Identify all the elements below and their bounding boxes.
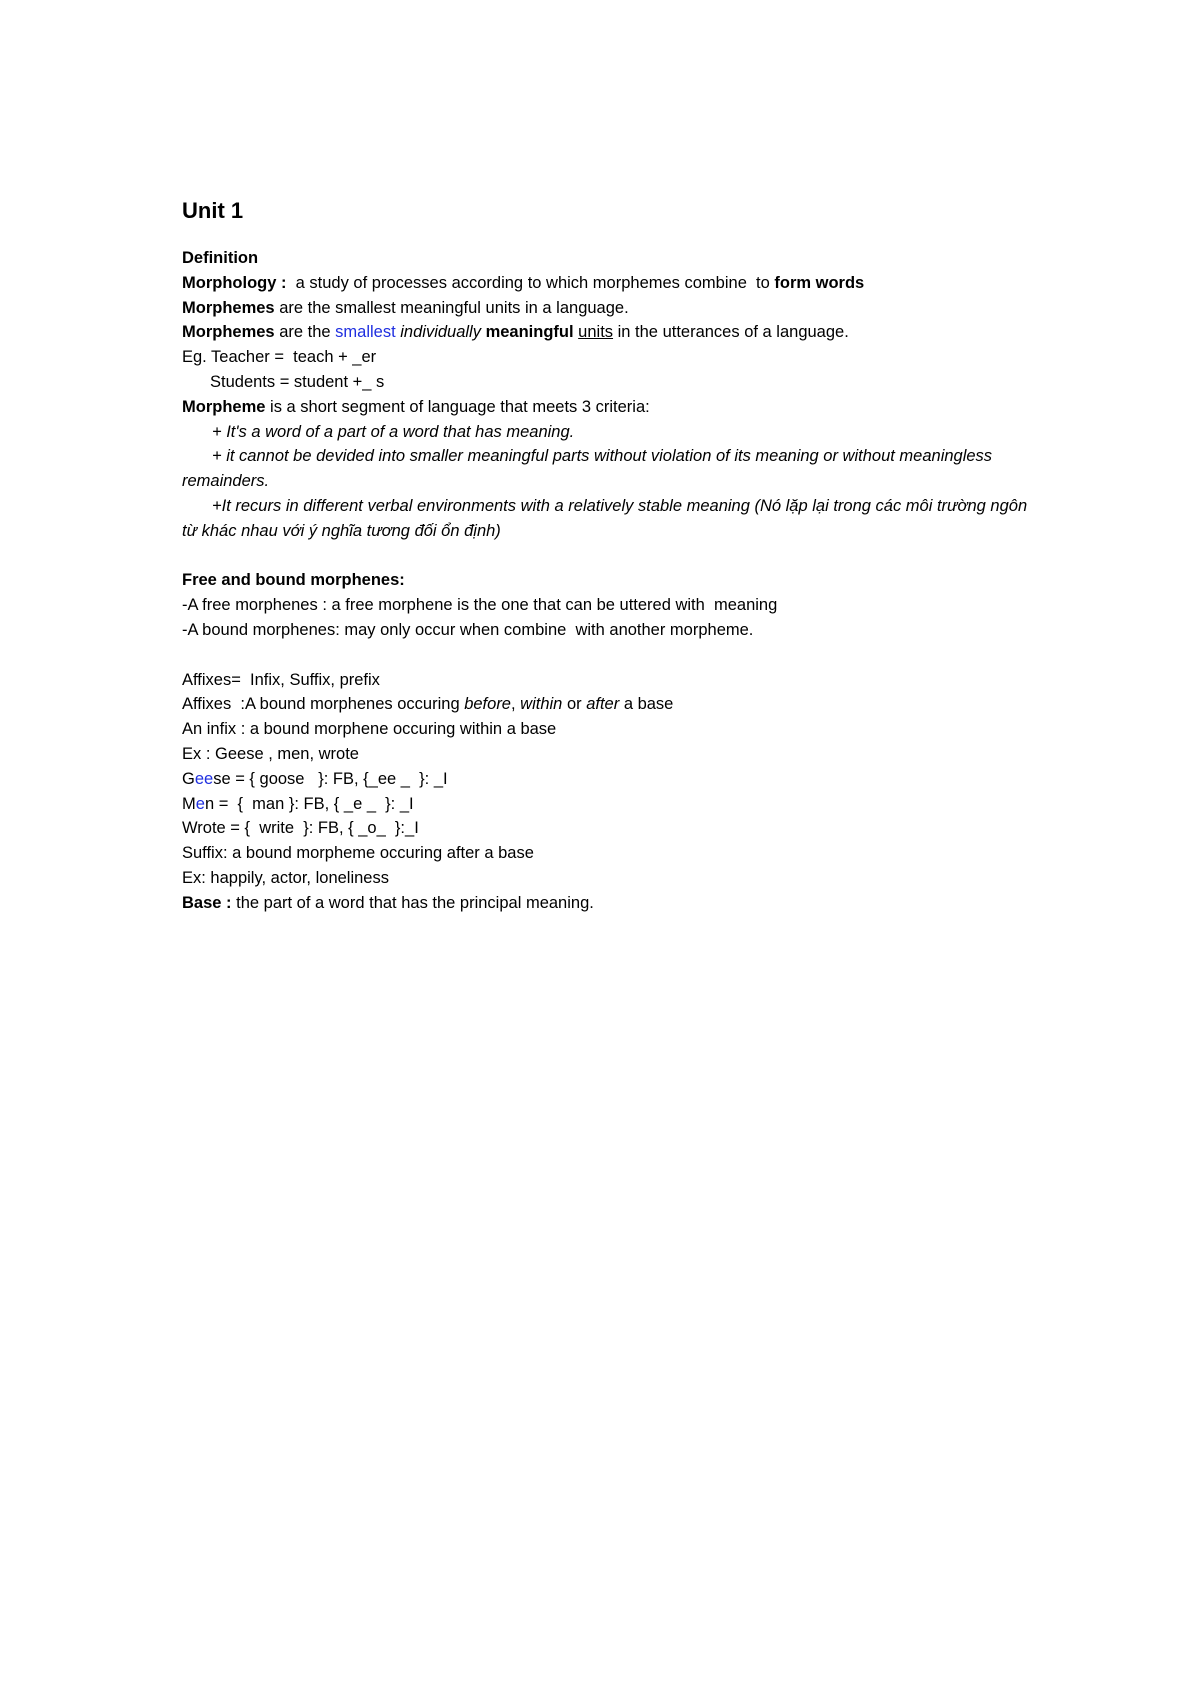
criteria-2-text: + it cannot be devided into smaller meaningful parts without violation of its meaning or without meaningless remainders. (182, 447, 993, 491)
free-bound-heading: Free and bound morphenes: (182, 571, 405, 590)
morphemes-post: in the utterances of a language. (613, 323, 849, 342)
geese-rest: se = { goose }: FB, {_ee _ }: _I (213, 769, 448, 788)
men-m: M (182, 794, 196, 813)
infix-definition: An infix : a bound morphene occuring within a base (182, 720, 557, 739)
base-definition (182, 891, 1032, 916)
criteria-1: + It's a word of a part of a word that has meaning. (212, 422, 575, 441)
morpheme-term: Morpheme (182, 397, 266, 416)
morpheme-text: is a short segment of language that meets 3 criteria: (265, 397, 650, 416)
affixes-before: before (464, 695, 511, 714)
document-content (182, 196, 1032, 916)
base-term: Base : (182, 893, 232, 912)
men-rest: n = { man }: FB, { _e _ }: _I (204, 794, 414, 813)
affixes-comma: , (511, 695, 521, 714)
definition-heading: Definition (182, 249, 259, 267)
example-teacher: Eg. Teacher = teach + _er (182, 348, 377, 367)
morphemes-text: are the smallest meaningful units in a language. (274, 298, 629, 317)
morphemes-individually: individually (395, 323, 486, 342)
affixes-definition (182, 692, 1032, 717)
affixes-after: after (586, 695, 620, 714)
criteria-2 (182, 444, 1032, 494)
men-analysis (182, 792, 1032, 817)
affixes-post: a base (619, 695, 674, 714)
affixes-def-pre: Affixes :A bound morphenes occuring (182, 695, 465, 714)
criteria-3 (182, 494, 1032, 544)
morphology-term: Morphology : (182, 273, 287, 292)
affixes-within: within (520, 695, 563, 714)
geese-highlight: ee (194, 769, 214, 788)
example-students: Students = student +_ s (210, 372, 385, 391)
morpheme-definition (182, 395, 1032, 420)
geese-analysis (182, 767, 1032, 792)
morphology-text: a study of processes according to which morphemes combine to (286, 273, 775, 292)
morphology-bold-end: form words (774, 273, 865, 292)
wrote-analysis: Wrote = { write }: FB, { _o_ }:_I (182, 819, 419, 838)
free-morphenes: -A free morphenes : a free morphene is the one that can be uttered with meaning (182, 596, 778, 615)
spacer (182, 643, 1032, 668)
bound-morphenes: -A bound morphenes: may only occur when combine with another morpheme. (182, 620, 754, 639)
morphemes-term: Morphemes (182, 298, 275, 317)
spacer (182, 544, 1032, 569)
morphemes-pre: are the (274, 323, 336, 342)
morphology-definition (182, 271, 1032, 296)
affixes-list: Affixes= Infix, Suffix, prefix (182, 670, 380, 689)
base-text: the part of a word that has the principal meaning. (231, 893, 594, 912)
morphemes-term: Morphemes (182, 323, 275, 342)
men-highlight: e (195, 794, 205, 813)
morphemes-definition-1 (182, 296, 1032, 321)
suffix-examples: Ex: happily, actor, loneliness (182, 868, 389, 887)
infix-examples: Ex : Geese , men, wrote (182, 744, 359, 763)
suffix-definition: Suffix: a bound morpheme occuring after a base (182, 844, 534, 863)
morphemes-units: units (578, 323, 614, 342)
page-title: Unit 1 (182, 198, 244, 223)
morphemes-definition-2 (182, 320, 1032, 345)
criteria-3-text: +It recurs in different verbal environments with a relatively stable meaning (Nó lặp lại trong các môi trường ngôn từ khác nhau với ý nghĩa tương đối ổn định) (182, 496, 1028, 540)
morphemes-smallest: smallest (335, 323, 396, 342)
geese-g: G (182, 769, 195, 788)
morphemes-meaningful: meaningful (485, 323, 574, 342)
affixes-or: or (562, 695, 587, 714)
